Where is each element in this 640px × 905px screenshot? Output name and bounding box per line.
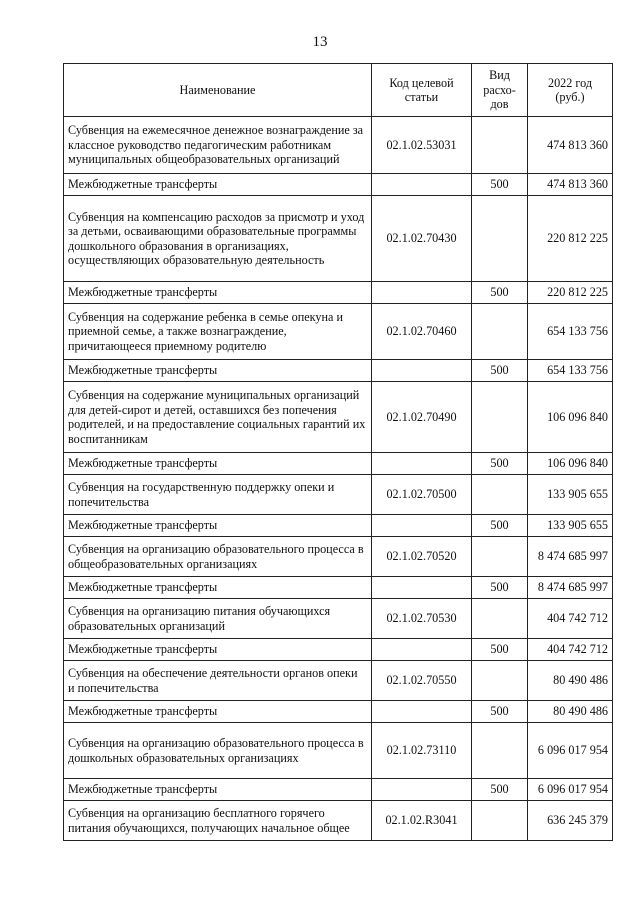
table-row (64, 382, 613, 453)
row-code (372, 639, 472, 661)
header-name: Наименование (64, 64, 372, 117)
row-amount: 6 096 017 954 (528, 779, 613, 801)
row-amount: 636 245 379 (528, 801, 613, 841)
row-code (372, 779, 472, 801)
row-name: Субвенция на организацию образовательного процесса в общеобразовательных организациях (64, 537, 372, 577)
row-code (372, 282, 472, 304)
table-row (64, 304, 613, 360)
budget-table (63, 63, 613, 841)
row-amount: 654 133 756 (528, 360, 613, 382)
table-row (64, 475, 613, 515)
row-amount: 220 812 225 (528, 282, 613, 304)
row-name: Межбюджетные трансферты (64, 701, 372, 723)
row-type: 500 (472, 639, 528, 661)
table-row (64, 453, 613, 475)
table-row (64, 515, 613, 537)
row-name: Субвенция на организацию образовательного процесса в дошкольных образовательных организациях (64, 723, 372, 779)
row-code (372, 453, 472, 475)
row-name: Субвенция на содержание муниципальных организаций для детей-сирот и детей, оставшихся без попечения родителей, и на предоставление социальных гарантий их воспитанникам (64, 382, 372, 453)
row-type (472, 537, 528, 577)
header-amount: 2022 год (руб.) (528, 64, 613, 117)
row-type: 500 (472, 577, 528, 599)
row-amount: 80 490 486 (528, 701, 613, 723)
row-type: 500 (472, 174, 528, 196)
row-name: Субвенция на компенсацию расходов за присмотр и уход за детьми, осваивающими образовательные программы дошкольного образования в организациях, осуществляющих образовательную деятельность (64, 196, 372, 282)
row-code: 02.1.02.70550 (372, 661, 472, 701)
row-type: 500 (472, 453, 528, 475)
row-code: 02.1.02.70430 (372, 196, 472, 282)
row-code (372, 701, 472, 723)
table-row (64, 174, 613, 196)
row-amount: 654 133 756 (528, 304, 613, 360)
table-header-row (64, 64, 613, 117)
table-row (64, 196, 613, 282)
table-row (64, 639, 613, 661)
row-amount: 404 742 712 (528, 639, 613, 661)
row-type: 500 (472, 515, 528, 537)
row-type (472, 382, 528, 453)
row-amount: 474 813 360 (528, 117, 613, 174)
row-name: Межбюджетные трансферты (64, 174, 372, 196)
row-code: 02.1.02.53031 (372, 117, 472, 174)
row-type (472, 661, 528, 701)
row-type (472, 801, 528, 841)
row-name: Межбюджетные трансферты (64, 453, 372, 475)
row-name: Межбюджетные трансферты (64, 779, 372, 801)
table-row (64, 117, 613, 174)
row-amount: 106 096 840 (528, 382, 613, 453)
row-code (372, 360, 472, 382)
row-name: Межбюджетные трансферты (64, 577, 372, 599)
table-row (64, 701, 613, 723)
row-type: 500 (472, 701, 528, 723)
table-row (64, 661, 613, 701)
row-type: 500 (472, 360, 528, 382)
row-name: Субвенция на обеспечение деятельности органов опеки и попечительства (64, 661, 372, 701)
row-type (472, 723, 528, 779)
row-code (372, 174, 472, 196)
row-name: Субвенция на содержание ребенка в семье опекуна и приемной семье, а также вознаграждение, причитающееся приемному родителю (64, 304, 372, 360)
row-type (472, 196, 528, 282)
row-amount: 80 490 486 (528, 661, 613, 701)
row-name: Межбюджетные трансферты (64, 360, 372, 382)
header-code: Код целевой статьи (372, 64, 472, 117)
row-amount: 8 474 685 997 (528, 577, 613, 599)
row-type (472, 117, 528, 174)
row-type: 500 (472, 282, 528, 304)
row-code: 02.1.02.73110 (372, 723, 472, 779)
row-name: Межбюджетные трансферты (64, 515, 372, 537)
row-type (472, 304, 528, 360)
row-name: Субвенция на ежемесячное денежное вознаграждение за классное руководство педагогическим работникам муниципальных общеобразовательных организаций (64, 117, 372, 174)
row-name: Межбюджетные трансферты (64, 639, 372, 661)
row-amount: 474 813 360 (528, 174, 613, 196)
table-row (64, 360, 613, 382)
row-code (372, 515, 472, 537)
row-amount: 6 096 017 954 (528, 723, 613, 779)
row-amount: 8 474 685 997 (528, 537, 613, 577)
row-amount: 133 905 655 (528, 475, 613, 515)
row-name: Субвенция на государственную поддержку опеки и попечительства (64, 475, 372, 515)
table-row (64, 599, 613, 639)
row-code: 02.1.02.R3041 (372, 801, 472, 841)
table-row (64, 282, 613, 304)
row-type (472, 475, 528, 515)
row-code (372, 577, 472, 599)
row-code: 02.1.02.70530 (372, 599, 472, 639)
row-code: 02.1.02.70490 (372, 382, 472, 453)
header-type: Вид расхо-дов (472, 64, 528, 117)
table-row (64, 723, 613, 779)
row-code: 02.1.02.70460 (372, 304, 472, 360)
row-code: 02.1.02.70520 (372, 537, 472, 577)
table-row (64, 577, 613, 599)
row-amount: 106 096 840 (528, 453, 613, 475)
row-type (472, 599, 528, 639)
row-type: 500 (472, 779, 528, 801)
row-amount: 133 905 655 (528, 515, 613, 537)
row-code: 02.1.02.70500 (372, 475, 472, 515)
row-name: Субвенция на организацию бесплатного горячего питания обучающихся, получающих начальное общее (64, 801, 372, 841)
table-row (64, 779, 613, 801)
page-number: 13 (312, 34, 328, 50)
row-amount: 220 812 225 (528, 196, 613, 282)
table-row (64, 801, 613, 841)
row-name: Межбюджетные трансферты (64, 282, 372, 304)
table-row (64, 537, 613, 577)
row-name: Субвенция на организацию питания обучающихся образовательных организаций (64, 599, 372, 639)
row-amount: 404 742 712 (528, 599, 613, 639)
